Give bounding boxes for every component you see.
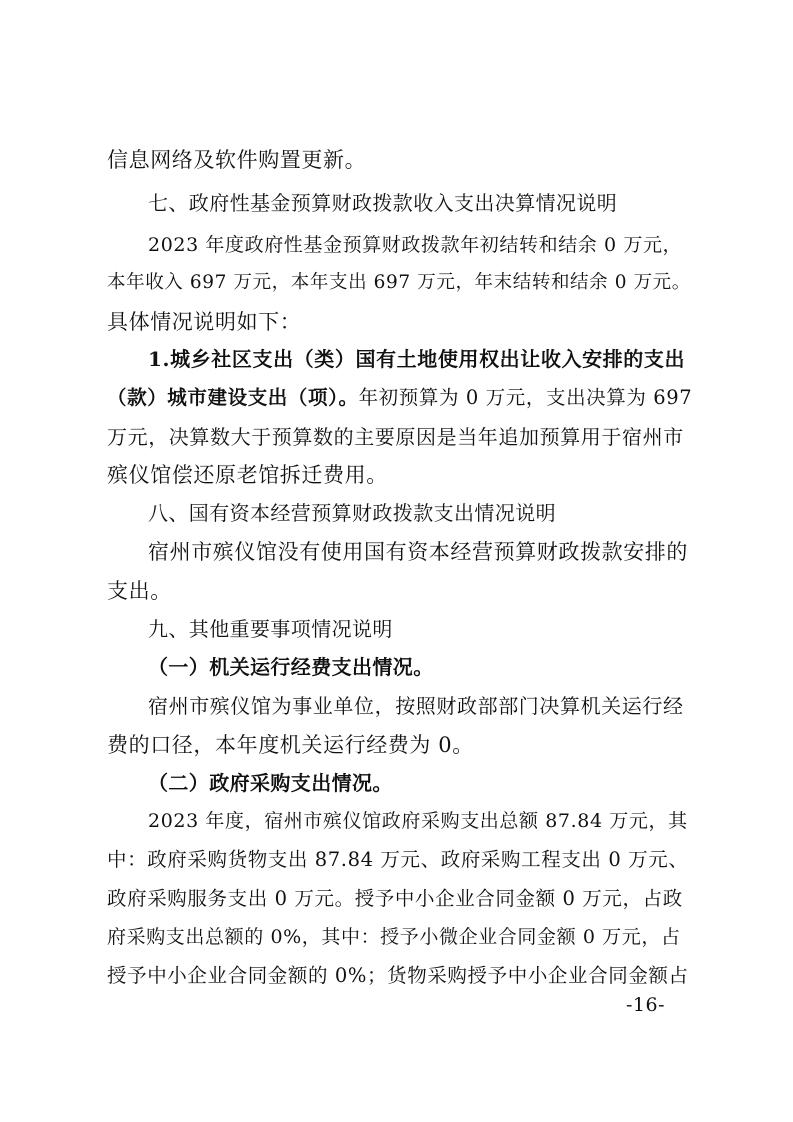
paragraph-line: 2023 年度政府性基金预算财政拨款年初结转和结余 0 万元，: [148, 234, 683, 256]
paragraph-line: 万元，决算数大于预算数的主要原因是当年追加预算用于宿州市: [107, 425, 684, 449]
section-heading-8: 八、国有资本经营预算财政拨款支出情况说明: [148, 501, 556, 525]
section-heading-9: 九、其他重要事项情况说明: [148, 617, 393, 641]
paragraph-line: 授予中小企业合同金额的 0%；货物采购授予中小企业合同金额占: [107, 964, 689, 987]
paragraph-line: 支出。: [107, 579, 172, 603]
paragraph-line: 宿州市殡仪馆没有使用国有资本经营预算财政拨款安排的: [148, 540, 688, 564]
paragraph-text: 年初预算为 0 万元，支出决算为 697: [358, 386, 693, 409]
item-heading-1: 1.城乡社区支出（类）国有土地使用权出让收入安排的支出: [148, 347, 686, 371]
paragraph-line: 殡仪馆偿还原老馆拆迁费用。: [107, 463, 388, 487]
paragraph-line: 具体情况说明如下：: [107, 310, 302, 334]
paragraph-line-mixed: [107, 384, 692, 412]
paragraph-line: 政府采购服务支出 0 万元。授予中小企业合同金额 0 万元，占政: [107, 887, 683, 910]
section-heading-7: 七、政府性基金预算财政拨款收入支出决算情况说明: [148, 191, 618, 215]
paragraph-line: 2023 年度，宿州市殡仪馆政府采购支出总额 87.84 万元，其: [148, 810, 688, 832]
item-heading-1-continued: （款）城市建设支出（项）。: [107, 386, 359, 409]
paragraph-line: 信息网络及软件购置更新。: [107, 148, 367, 172]
page-number: -16-: [626, 994, 666, 1016]
paragraph-line: 府采购支出总额的 0%，其中：授予小微企业合同金额 0 万元，占: [107, 926, 681, 948]
paragraph-line: 宿州市殡仪馆为事业单位，按照财政部部门决算机关运行经: [148, 694, 684, 718]
subsection-heading-1: （一）机关运行经费支出情况。: [148, 655, 434, 679]
paragraph-line: 本年收入 697 万元，本年支出 697 万元，年末结转和结余 0 万元。: [107, 272, 691, 293]
paragraph-line: 中：政府采购货物支出 87.84 万元、政府采购工程支出 0 万元、: [107, 848, 689, 871]
paragraph-line: 费的口径，本年度机关运行经费为 0。: [107, 733, 474, 757]
subsection-heading-2: （二）政府采购支出情况。: [148, 771, 393, 795]
